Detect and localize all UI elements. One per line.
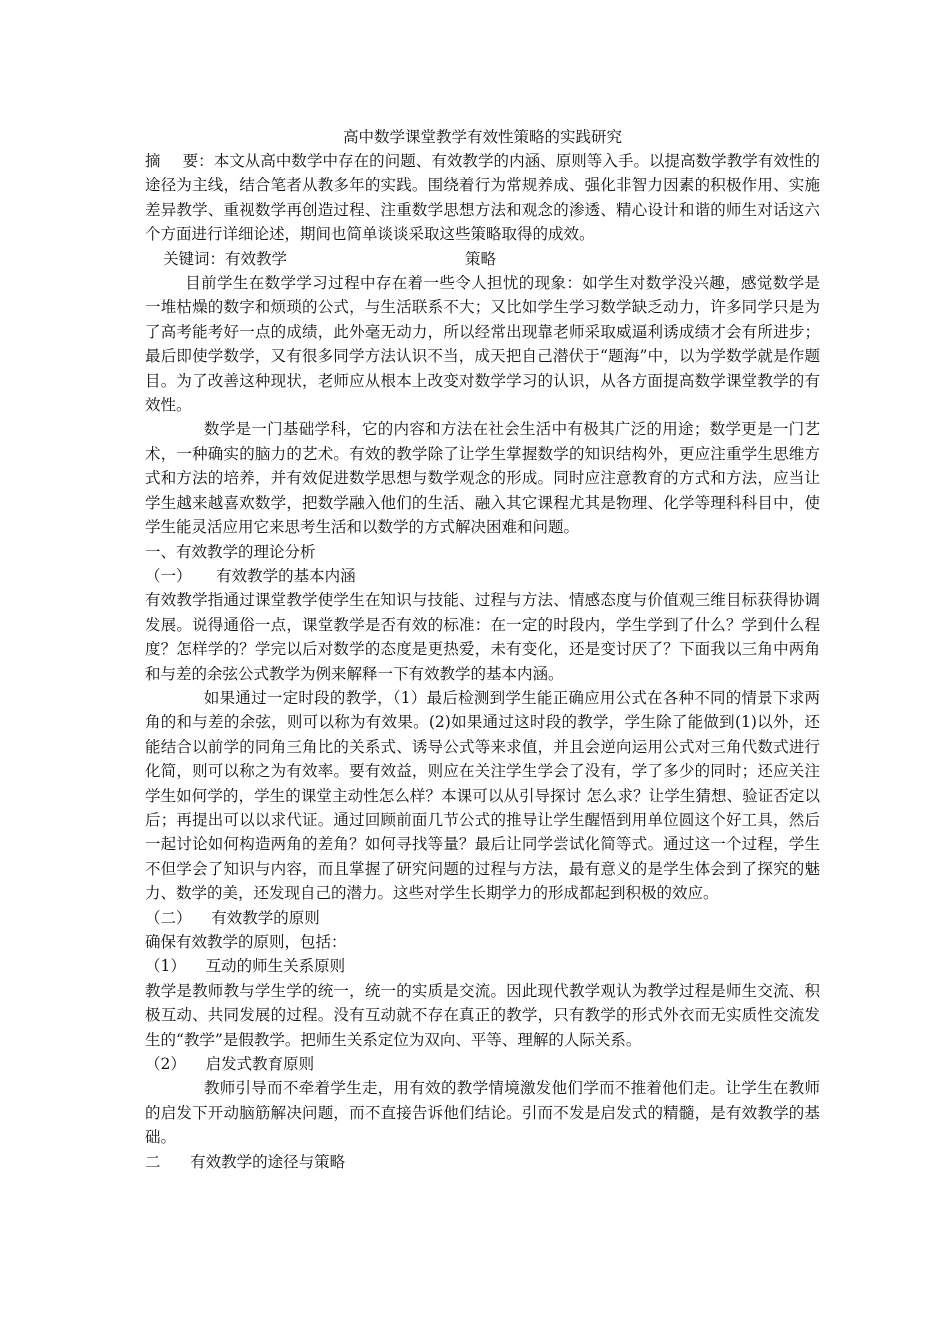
keywords-line bbox=[145, 247, 820, 271]
document-title: 高中数学课堂教学有效性策略的实践研究 bbox=[342, 128, 622, 146]
item-1-heading: （1） 互动的师生关系原则 bbox=[145, 957, 346, 976]
paragraph-6: 教学是教师教与学生学的统一，统一的实质是交流。因此现代教学观认为教学过程是师生交流、积极互动、共同发展的过程。没有互动就不存在真正的教学，只有教学的形式外衣而无实质性交流发生的“教学”是假教学。把师生关系定位为双向、平等、理解的人际关系。 bbox=[145, 981, 820, 1049]
section-2-heading: 二 有效教学的途径与策略 bbox=[145, 1152, 346, 1171]
item-2-heading: （2） 启发式教育原则 bbox=[145, 1055, 315, 1074]
paragraph-2: 数学是一门基础学科，它的内容和方法在社会生活中有极其广泛的用途；数学更是一门艺术，一种确实的脑力的艺术。有效的教学除了让学生掌握数学的知识结构外，更应注重学生思维方式和方法的培养，并有效促进数学思想与数学观念的形成。同时应注意教育的方式和方法，应当让学生越来越喜欢数学，把数学融入他们的生活、融入其它课程尤其是物理、化学等理科科目中，使学生能灵活应用它来思考生活和以数学的方式解决困难和问题。 bbox=[145, 420, 820, 537]
paragraph-4: 如果通过一定时段的教学，（1）最后检测到学生能正确应用公式在各种不同的情景下求两角的和与差的余弦，则可以称为有效果。(2)如果通过这时段的教学，学生除了能做到(1)以外，还能结合以前学的同角三角比的关系式、诱导公式等来求值，并且会逆向运用公式对三角代数式进行化简，则可以称之为有效率。要有效益，则应在关注学生学会了没有，学了多少的同时；还应关注学生如何学的，学生的课堂主动性怎么样？本课可以从引导探讨 怎么求？让学生猜想、验证否定以后；再提出可以以求代证。通过回顾前面几节公式的推导让学生醒悟到用单位圆这个好工具，然后一起讨论如何构造两角的差角？如何寻找等量？最后让同学尝试化简等式。通过这一个过程，学生不但学会了知识与内容，而且掌握了研究问题的过程与方法，最有意义的是学生体会到了探究的魅力、数学的美，还发现自己的潜力。这些对学生长期学力的形成都起到积极的效应。 bbox=[145, 688, 820, 903]
abstract-text: 本文从高中数学中存在的问题、有效教学的内涵、原则等入手。以提高数学教学有效性的途径为主线，结合笔者从教多年的实践。围绕着行为常规养成、强化非智力因素的积极作用、实施差异教学、重视数学再创造过程、注重数学思想方法和观念的渗透、精心设计和谐的师生对话这六个方面进行详细论述，期间也简单谈谈采取这些策略取得的成效。 bbox=[145, 152, 820, 244]
paragraph-3: 有效教学指通过课堂教学使学生在知识与技能、过程与方法、情感态度与价值观三维目标获得协调发展。说得通俗一点，课堂教学是否有效的标准：在一定的时段内，学生学到了什么？学到什么程度？怎样学的？学完以后对数学的态度是更热爱，未有变化，还是变讨厌了？下面我以三角中两角和与差的余弦公式教学为例来解释一下有效教学的基本内涵。 bbox=[145, 591, 820, 683]
section-1-heading: 一、有效教学的理论分析 bbox=[145, 542, 316, 561]
paragraph-5: 确保有效教学的原则，包括： bbox=[145, 933, 347, 951]
keyword-1: 有效教学 bbox=[225, 249, 288, 268]
subsection-2-heading: （二） 有效教学的原则 bbox=[145, 908, 320, 927]
keywords-label: 关键词： bbox=[163, 249, 226, 268]
abstract-label: 摘 要： bbox=[145, 152, 214, 170]
keyword-2: 策略 bbox=[465, 249, 497, 268]
paragraph-7: 教师引导而不牵着学生走，用有效的教学情境激发他们学而不推着他们走。让学生在教师的启发下开动脑筋解决问题，而不直接告诉他们结论。引而不发是启发式的精髓，是有效教学的基础。 bbox=[145, 1079, 820, 1147]
subsection-1-heading: （一） 有效教学的基本内涵 bbox=[145, 566, 356, 585]
abstract bbox=[145, 149, 820, 247]
paragraph-1: 目前学生在数学学习过程中存在着一些令人担忧的现象：如学生对数学没兴趣，感觉数学是一堆枯燥的数字和烦琐的公式，与生活联系不大；又比如学生学习数学缺乏动力，许多同学只是为了高考能考好一点的成绩，此外毫无动力，所以经常出现靠老师采取威逼利诱成绩才会有所进步；最后即使学数学，又有很多同学方法认识不当，成天把自己潜伏于“题海”中，以为学数学就是作题目。为了改善这种现状，老师应从根本上改变对数学学习的认识，从各方面提高数学课堂教学的有效性。 bbox=[145, 274, 820, 415]
